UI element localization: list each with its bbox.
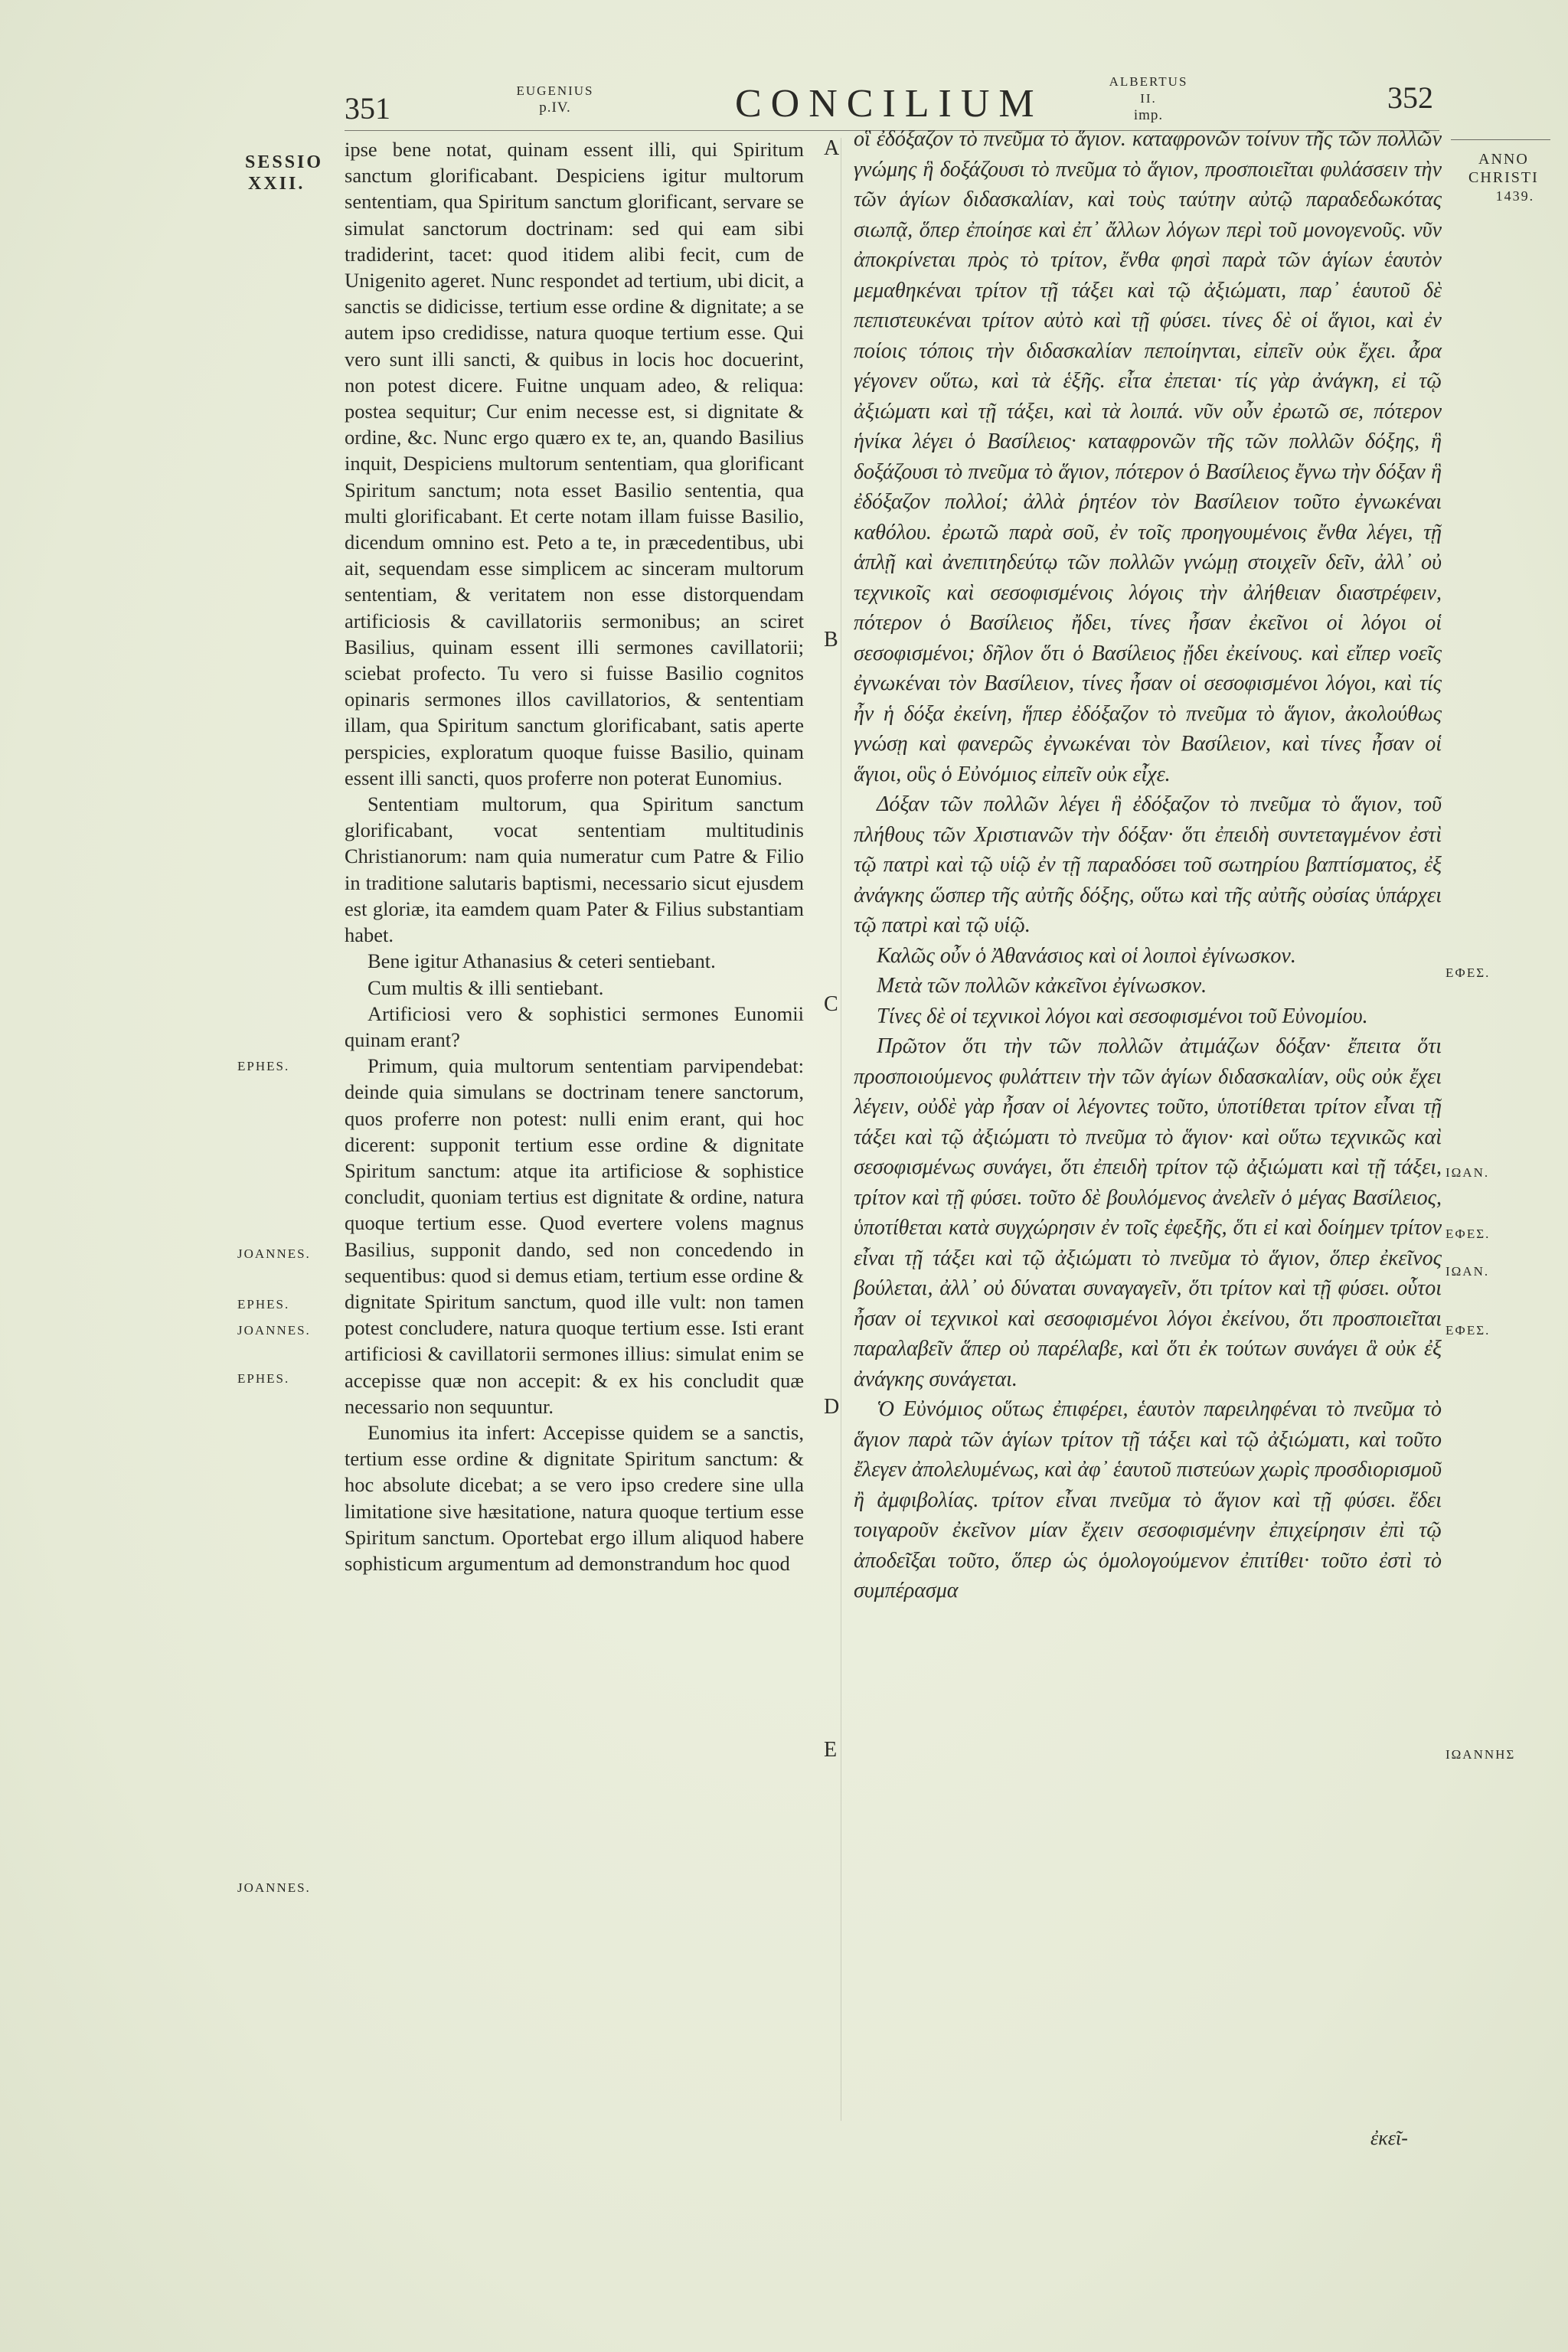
speaker-label: EPHES. — [237, 1059, 290, 1073]
speaker-label: EФEΣ. — [1446, 1227, 1491, 1241]
header-emperor-title: imp. — [1133, 107, 1164, 123]
side-note-rule — [1451, 139, 1550, 140]
speaker-label: EPHES. — [237, 1371, 290, 1386]
header-pope-name: EUGENIUS — [516, 83, 594, 98]
speaker-label: EФEΣ. — [1446, 965, 1491, 980]
page-title: CONCILIUM — [735, 82, 1044, 126]
greek-paragraph: Ὁ Εὐνόμιος οὕτως ἐπιφέρει, ἑαυτὸν παρειληφέναι τὸ πνεῦμα τὸ ἅγιον παρὰ τῶν ἁγίων τρίτον τῇ τάξει καὶ τῷ ἀξιώματι, καὶ τοῦτο ἔλεγεν ἀπολελυμένως, καὶ ἀφ᾽ ἑαυτοῦ πιστεύων χωρὶς προσδιορισμοῦ ἢ ἀμφιβολίας. τρίτον εἶναι πνεῦμα τὸ ἅγιον καὶ τῇ φύσει. ἔδει τοιγαροῦν ἐκεῖνον μίαν ἔχειν σεσοφισμένην ἐπιχείρησιν ἐπὶ τῷ ἀποδεῖξαι τοῦτο, ὅπερ ὡς ὁμολογούμενον ἐπιτίθει· τοῦτο ἐστὶ τὸ συμπέρασμα — [854, 1397, 1442, 1602]
section-letter: C — [824, 992, 838, 1016]
year-label-christi: CHRISTI — [1468, 169, 1539, 186]
section-letter: B — [824, 628, 838, 652]
section-letter: A — [824, 136, 840, 160]
greek-paragraph: Τίνες δὲ οἱ τεχνικοὶ λόγοι καὶ σεσοφισμένοι τοῦ Εὐνομίου. — [877, 1004, 1368, 1028]
latin-paragraph: Cum multis & illi sentiebant. — [368, 975, 604, 999]
section-letter: D — [824, 1395, 840, 1419]
year-label: ANNO — [1478, 151, 1529, 168]
header-pope-title: p.IV. — [539, 100, 571, 116]
speaker-label: JOANNES. — [237, 1323, 311, 1338]
latin-column — [345, 136, 804, 1576]
latin-paragraph: ipse bene notat, quinam essent illi, qui Spiritum sanctum glorificabant. Despiciens igitur multorum sententiam, qua Spiritum sanctum glorificant, servare se simulat sanctorum doctrinam: sed qui eam sibi tradiderint, tacet: quod itidem alibi fecit, cum de Unigenito ageret. Nunc respondet ad tertium, ubi dicit, a sanctis se didicisse, tertium esse ordine & dignitate; a se autem ipso credidisse, natura quoque tertium esse. Qui vero sunt illi sancti, & quibus in locis hoc docuerint, non potest dicere. Fuitne unquam adeo, & reliqua: postea sequitur; Cur enim necesse est, si dignitate & ordine, &c. Nunc ergo quæro ex te, an, quando Basilius inquit, Despiciens multorum sententiam, qua glorificant Spiritum sanctum; nota esset Basilio sententia, qua multi glorificabant. Et certe notam illam fuisse Basilio, dicendum omnino est. Peto a te, in præcedentibus, ubi ait, sequendam esse simplicem ac sinceram multorum sententiam, & veritatem non esse distorquendam artificiosis & cavillatoriis sermonibus; an sciret Basilius, quinam essent illi sermones cavillatorii; sciebat profecto. Tu vero si fuisse Basilio cognitos opinaris sermones illos cavillatorios, & sententiam illam, qua Spiritum sanctum glorificabant, satis aperte perspicies, exploratum quoque fuisse Basilio, quinam essent illi sancti, quos proferre non poterat Eunomius. — [345, 138, 804, 789]
speaker-label: IΩAN. — [1446, 1264, 1490, 1279]
greek-paragraph: Καλῶς οὖν ὁ Ἀθανάσιος καὶ οἱ λοιποὶ ἐγίνωσκον. — [877, 943, 1296, 968]
greek-paragraph: Πρῶτον ὅτι τὴν τῶν πολλῶν ἀτιμάζων δόξαν· ἔπειτα ὅτι προσποιούμενος φυλάττειν τὴν τῶν ἁγίων διδασκαλίαν, οὓς οὐκ ἔχει λέγειν, οὐδὲ γὰρ ἦσαν οἱ λέγοντες τοῦτο, ὑποτίθεται τρίτον εἶναι τῇ τάξει καὶ τῷ ἀξιώματι τὸ πνεῦμα τὸ ἅγιον· καὶ οὕτω τεχνικῶς καὶ σεσοφισμένως συνάγει, ὅτι ἐπειδὴ τρίτον τῷ ἀξιώματι καὶ τῇ τάξει, τρίτον καὶ τῇ φύσει. τοῦτο δὲ βουλόμενος ἀνελεῖν ὁ μέγας Βασίλειος, ὑποτίθεται κατὰ συγχώρησιν ἐν τοῖς ἐφεξῆς, ὅτι εἰ καὶ δοίημεν τρίτον εἶναι τῇ τάξει καὶ τῷ ἀξιώματι τὸ πνεῦμα τὸ ἅγιον, ὅπερ ἐκεῖνος βούλεται, ἀλλ᾽ οὐ δύναται συναγαγεῖν, ὅτι τρίτον καὶ τῇ φύσει. οὗτοι ἦσαν οἱ τεχνικοὶ καὶ σεσοφισμένοι λόγοι ἐκείνου, ὅτι προσποιεῖται παραλαβεῖν ἅπερ οὐ παρέλαβε, καὶ ὅτι ἐκ τούτων συνάγει ἃ οὐκ ἐξ ἀνάγκης συνάγεται. — [854, 1034, 1442, 1391]
speaker-label: EPHES. — [237, 1297, 290, 1312]
page-number-left: 351 — [345, 91, 390, 126]
header-emperor-name: ALBERTUS II. — [1109, 74, 1188, 106]
section-letter: E — [824, 1738, 838, 1762]
header-pope — [513, 83, 597, 116]
greek-column — [854, 124, 1442, 1606]
year-value: 1439. — [1495, 188, 1535, 204]
speaker-label: JOANNES. — [237, 1880, 311, 1895]
latin-paragraph: Sententiam multorum, qua Spiritum sanctum glorificabant, vocat sententiam multitudinis Christianorum: nam quia numeratur cum Patre & Filio in traditione salutaris baptismi, necessario sicut ejusdem est gloriæ, ita eamdem quam Pater & Filius substantiam habet. — [345, 792, 804, 947]
greek-paragraph: Δόξαν τῶν πολλῶν λέγει ἣ ἐδόξαζον τὸ πνεῦμα τὸ ἅγιον, τοῦ πλήθους τῶν Χριστιανῶν τὴν δόξαν· ὅτι ἐπειδὴ συντεταγμένον ἐστὶ τῷ πατρὶ καὶ τῷ υἱῷ ἐν τῇ παραδόσει τοῦ σωτηρίου βαπτίσματος, ἐξ ἀνάγκης ὥσπερ τῆς αὐτῆς δόξης, οὕτω καὶ τῆς αὐτῆς οὐσίας ὑπάρχει τῷ πατρὶ καὶ τῷ υἱῷ. — [854, 792, 1442, 937]
year-marker — [1468, 150, 1539, 205]
greek-paragraph: οἳ ἐδόξαζον τὸ πνεῦμα τὸ ἅγιον. καταφρονῶν τοίνυν τῆς τῶν πολλῶν γνώμης ἣ δοξάζουσι τὸ πνεῦμα τὸ ἅγιον, προσποιεῖται φυλάσσειν τὴν τῶν ἁγίων διδασκαλίαν, καὶ τοὺς ταύτην αὐτῷ παραδεδωκότας σιωπᾷ, ὅπερ ἐποίησε καὶ ἐπ᾽ ἄλλων λόγων περὶ τοῦ μονογενοῦς. νῦν ἀποκρίνεται πρὸς τὸ τρίτον, ἔνθα φησὶ παρὰ τῶν ἁγίων ἑαυτὸν μεμαθηκέναι τρίτον τῇ τάξει καὶ τῷ ἀξιώματι, παρ᾽ ἑαυτοῦ δὲ πεπιστευκέναι τρίτον αὐτὸ καὶ τῇ φύσει. τίνες δὲ οἱ ἅγιοι, καὶ ἐν ποίοις τόποις τὴν διδασκαλίαν πεποίηνται, εἰπεῖν οὐκ ἔχει. ἆρα γέγονεν οὕτω, καὶ τὰ ἑξῆς. εἶτα ἐπεται· τίς γὰρ ἀνάγκη, εἰ τῷ ἀξιώματι καὶ τῇ τάξει, καὶ τὰ λοιπά. νῦν οὖν ἐρωτῶ σε, πότερον ἡνίκα λέγει ὁ Βασίλειος· καταφρονῶν τῆς τῶν πολλῶν δόξης, ἣ δοξάζουσι τὸ πνεῦμα τὸ ἅγιον, πότερον ὁ Βασίλειος ἔγνω τὴν δόξαν ἣ ἐδόξαζον πολλοί; ἀλλὰ ῥητέον τὸν Βασίλειον τοῦτο ἐγνωκέναι καθόλου. ἐρωτῶ παρὰ σοῦ, ἐν τοῖς προηγουμένοις ἔνθα λέγει, τῇ ἁπλῇ καὶ ἀνεπιτηδεύτῳ τῶν πολλῶν γνώμῃ στοιχεῖν δεῖν, ἀλλ᾽ οὐ τεχνικοῖς καὶ σεσοφισμένοις λόγοις τὴν ἀλήθειαν διαστρέφειν, πότερον ὁ Βασίλειος ἤδει, τίνες ἦσαν ἐκεῖνοι οἱ λόγοι οἱ σεσοφισμένοι; δῆλον ὅτι ὁ Βασίλειος ᾔδει ἐκείνους. καὶ εἴπερ νοεῖς ἐγνωκέναι τὸν Βασίλειον, τίνες ἦσαν οἱ σεσοφισμένοι λόγοι, καὶ τίς ἦν ἡ δόξα ἐκείνη, ἥπερ ἐδόξαζον τὸ πνεῦμα τὸ ἅγιον, ἀκολούθως γνώσῃ καὶ φανερῶς ἐγνωκέναι τὸν Βασίλειον, καὶ τίνες ἦσαν οἱ ἅγιοι, οὓς ὁ Εὐνόμιος εἰπεῖν οὐκ εἶχε. — [854, 127, 1442, 786]
session-marker — [245, 152, 323, 194]
header-emperor — [1102, 74, 1194, 124]
greek-paragraph: Μετὰ τῶν πολλῶν κἀκεῖνοι ἐγίνωσκον. — [877, 974, 1207, 998]
speaker-label: EФEΣ. — [1446, 1323, 1491, 1338]
session-number: XXII. — [248, 174, 305, 194]
speaker-label: IΩANNHΣ — [1446, 1747, 1516, 1762]
page-number-right: 352 — [1387, 80, 1433, 115]
speaker-label: IΩAN. — [1446, 1165, 1490, 1180]
latin-paragraph: Primum, quia multorum sententiam parvipendebat: deinde quia simulans se doctrinam tenere sanctorum, quos proferre non potest: nulli enim erant, qui hoc dicerent: supponit tertium esse ordine & dignitate Spiritum sanctum: atque ita artificiose & sophistice concludit, quoniam tertius est dignitate & ordine, natura quoque tertium esse. Quod evertere volens magnus Basilius, supponit dando, sed non concedendo in sequentibus: quod si demus etiam, tertium esse ordine & dignitate Spiritum sanctum, quod ille vult: non tamen potest concludere, natura quoque tertium esse. Isti erant artificiosi & cavillatorii sermones illius: simulat enim se accepisse quæ non accepit: & ex his concludit quæ necessario non sequuntur. — [345, 1054, 804, 1418]
latin-paragraph: Artificiosi vero & sophistici sermones Eunomii quinam erant? — [345, 1001, 804, 1051]
speaker-label: JOANNES. — [237, 1246, 311, 1261]
latin-paragraph: Bene igitur Athanasius & ceteri sentiebant. — [368, 949, 716, 973]
session-label: SESSIO — [245, 152, 324, 172]
catchword: ἐκεῖ- — [1370, 2127, 1408, 2149]
latin-paragraph: Eunomius ita infert: Accepisse quidem se a sanctis, tertium esse ordine & dignitate Spiritum sanctum: & hoc absolute dicebat; a se vero ipso credere sine ulla limitatione sive hæsitatione, natura quoque tertium esse Spiritum sanctum. Oportebat ergo illum aliquod habere sophisticum argumentum ad demonstrandum hoc quod — [345, 1420, 804, 1575]
